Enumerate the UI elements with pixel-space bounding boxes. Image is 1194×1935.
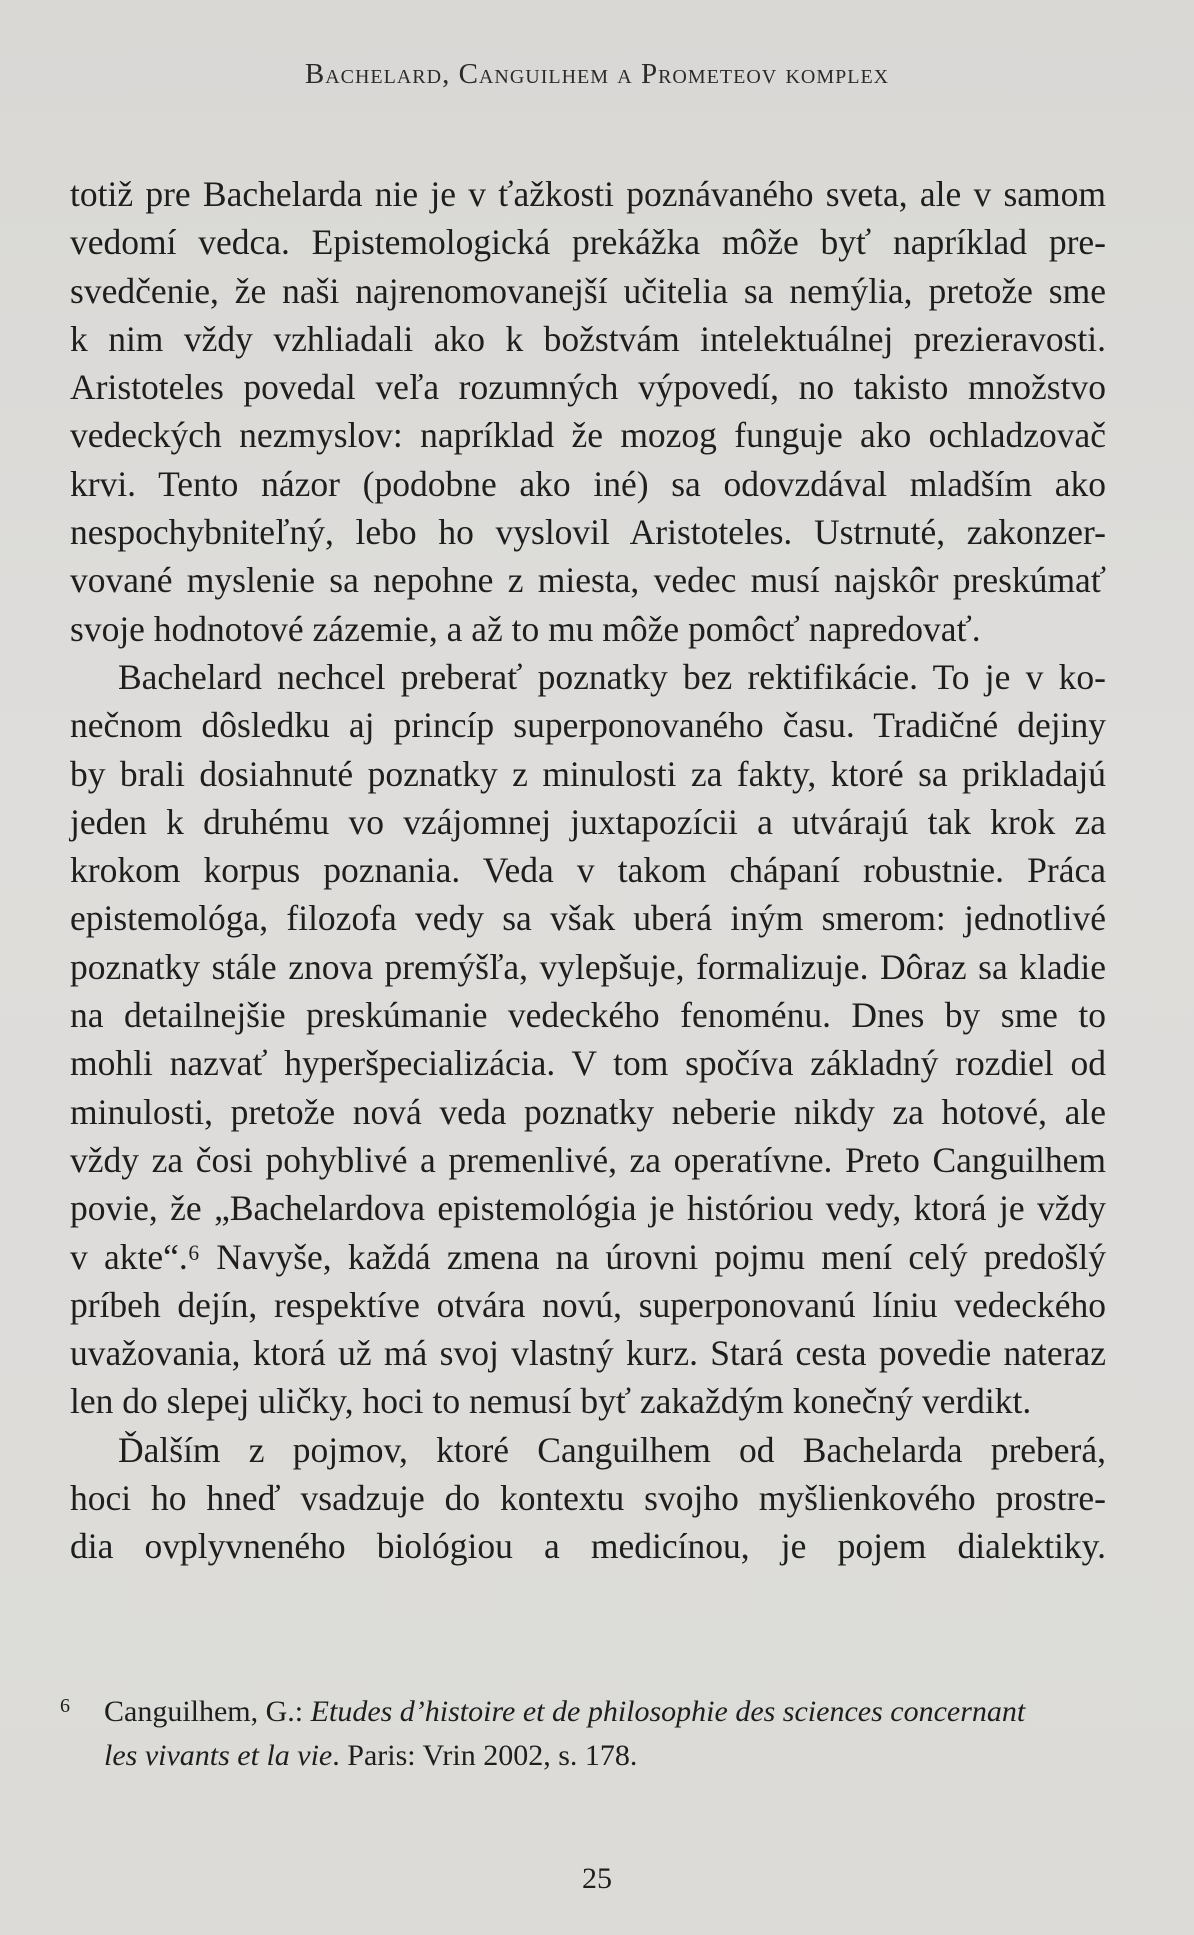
running-head: Bachelard, Canguilhem a Prometeov komplex — [304, 58, 890, 90]
text-line: mohli nazvať hyperšpecializácia. V tom spočíva základný rozdiel od — [70, 1043, 1106, 1084]
page-number: 25 — [582, 1862, 612, 1895]
text-line: povie, že „Bachelardova epistemológia je históriou vedy, ktorá je vždy — [70, 1188, 1106, 1229]
footnote-mark: 6 — [60, 1695, 70, 1717]
footnote-line — [60, 1690, 1110, 1734]
text-line: Ďalším z pojmov, ktoré Canguilhem od Bachelarda preberá, — [118, 1429, 1106, 1470]
text-line: Bachelard nechcel preberať poznatky bez rektifikácie. To je v ko- — [118, 656, 1106, 697]
body-text — [70, 170, 1106, 1571]
text-line: príbeh dejín, respektíve otvára novú, superponovanú líniu vedeckého — [70, 1284, 1106, 1325]
text-line: vované myslenie sa nepohne z miesta, vedec musí najskôr preskúmať — [70, 560, 1106, 601]
text-line: jeden k druhému vo vzájomnej juxtapozícii a utvárajú tak krok za — [70, 801, 1106, 842]
text-line: na detailnejšie preskúmanie vedeckého fenoménu. Dnes by sme to — [70, 995, 1106, 1036]
text-line: vždy za čosi pohyblivé a premenlivé, za operatívne. Preto Canguilhem — [70, 1139, 1106, 1180]
text-line: totiž pre Bachelarda nie je v ťažkosti poznávaného sveta, ale v samom — [70, 174, 1106, 214]
footnote-title: Etudes d’histoire et de philosophie des sciences concernant — [310, 1695, 1026, 1728]
footnote-publication: . Paris: Vrin 2002, s. 178. — [332, 1739, 638, 1772]
text-line: vedomí vedca. Epistemologická prekážka môže byť napríklad pre- — [70, 222, 1106, 263]
text-line: dia ovplyvneného biológiou a medicínou, je pojem dialektiky. — [70, 1526, 1106, 1567]
text-line: poznatky stále znova premýšľa, vylepšuje, formalizuje. Dôraz sa kladie — [70, 946, 1106, 987]
footnote-author: Canguilhem, G.: — [104, 1695, 311, 1728]
text-line: nečnom dôsledku aj princíp superponovaného času. Tradičné dejiny — [70, 705, 1106, 746]
text-line: by brali dosiahnuté poznatky z minulosti za fakty, ktoré sa prikladajú — [70, 753, 1106, 794]
text-line: v akte“.⁶ Navyše, každá zmena na úrovni pojmu mení celý predošlý — [70, 1236, 1106, 1277]
text-line: krokom korpus poznania. Veda v takom chápaní robustnie. Práca — [70, 850, 1106, 891]
footnote-title-cont: les vivants et la vie — [104, 1739, 333, 1772]
text-line: len do slepej uličky, hoci to nemusí byť zakaždým konečný verdikt. — [70, 1381, 1032, 1422]
text-line: epistemológa, filozofa vedy sa však uberá iným smerom: jednotlivé — [70, 898, 1106, 939]
text-line: minulosti, pretože nová veda poznatky neberie nikdy za hotové, ale — [70, 1091, 1106, 1132]
text-line: krvi. Tento názor (podobne ako iné) sa odovzdával mladším ako — [70, 463, 1106, 504]
footnote-line — [60, 1734, 1110, 1778]
text-line: k nim vždy vzhliadali ako k božstvám intelektuálnej prezieravosti. — [70, 318, 1106, 359]
footnote — [60, 1690, 1110, 1778]
text-line: nespochybniteľný, lebo ho vyslovil Aristoteles. Ustrnuté, zakonzer- — [70, 512, 1106, 553]
text-line: hoci ho hneď vsadzuje do kontextu svojho myšlienkového prostre- — [70, 1478, 1106, 1519]
text-line: Aristoteles povedal veľa rozumných výpovedí, no takisto množstvo — [70, 367, 1106, 408]
text-line: vedeckých nezmyslov: napríklad že mozog funguje ako ochladzovač — [70, 415, 1106, 456]
text-line: svoje hodnotové zázemie, a až to mu môže pomôcť napredovať. — [70, 608, 981, 649]
text-line: uvažovania, ktorá už má svoj vlastný kurz. Stará cesta povedie nateraz — [70, 1333, 1106, 1374]
text-line: svedčenie, že naši najrenomovanejší učitelia sa nemýlia, pretože sme — [70, 270, 1106, 311]
